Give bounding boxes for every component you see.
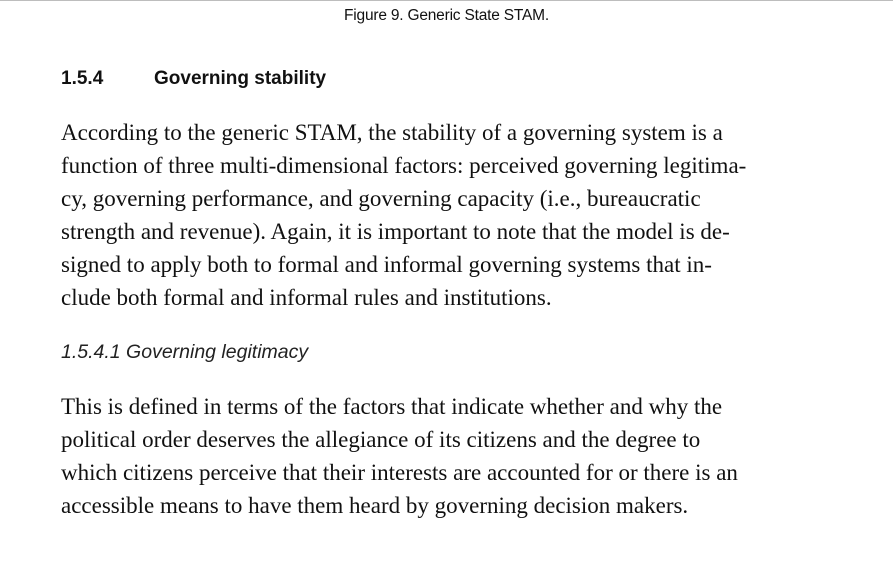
paragraph-line: According to the generic STAM, the stability of a governing system is a <box>61 120 723 145</box>
paragraph-line: clude both formal and informal rules and institutions. <box>61 285 552 310</box>
paragraph-line: signed to apply both to formal and informal governing systems that in- <box>61 252 712 277</box>
body-paragraph-legitimacy <box>61 390 851 522</box>
paragraph-line: strength and revenue). Again, it is important to note that the model is de- <box>61 219 730 244</box>
paragraph-line: function of three multi-dimensional factors: perceived governing legitima- <box>61 153 747 178</box>
section-heading <box>61 68 326 90</box>
paragraph-line: cy, governing performance, and governing capacity (i.e., bureaucratic <box>61 186 701 211</box>
top-divider <box>0 0 893 1</box>
paragraph-line: accessible means to have them heard by governing decision makers. <box>61 493 689 518</box>
body-paragraph-stability <box>61 116 851 314</box>
subsection-heading: 1.5.4.1 Governing legitimacy <box>61 341 309 363</box>
paragraph-line: which citizens perceive that their interests are accounted for or there is an <box>61 460 738 485</box>
section-title: Governing stability <box>154 68 327 89</box>
section-number: 1.5.4 <box>61 68 104 89</box>
paragraph-line: political order deserves the allegiance of its citizens and the degree to <box>61 427 701 452</box>
paragraph-line: This is defined in terms of the factors that indicate whether and why the <box>61 394 723 419</box>
figure-caption: Figure 9. Generic State STAM. <box>344 7 549 24</box>
